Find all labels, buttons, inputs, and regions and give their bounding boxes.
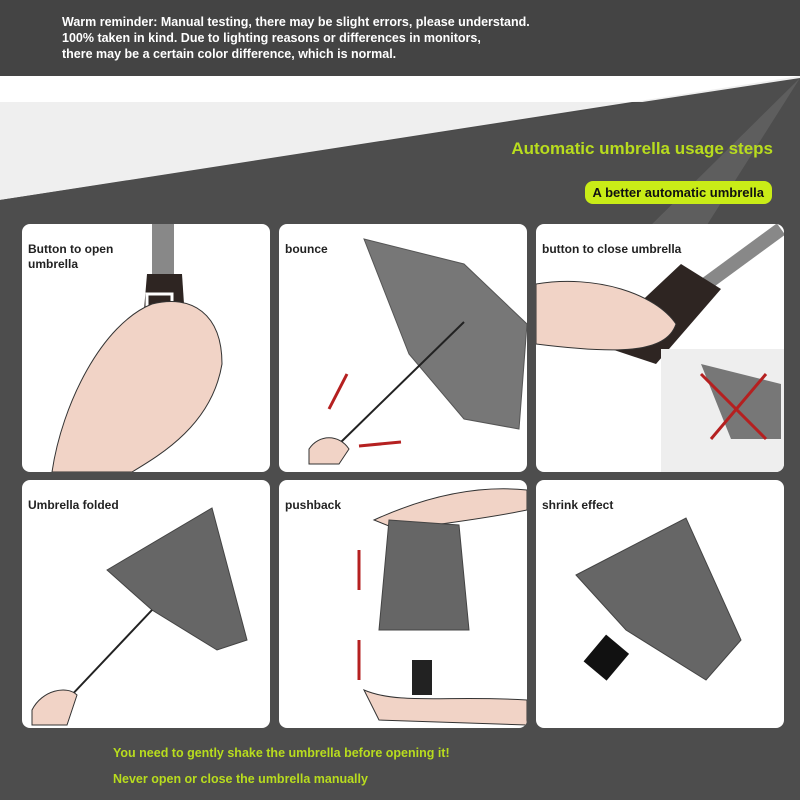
step-label: shrink effect	[542, 498, 614, 512]
step-panel-open	[22, 224, 270, 472]
step-panel-close	[536, 224, 784, 472]
shrunk-umbrella-illustration	[536, 480, 784, 728]
step-label: button to close umbrella	[542, 242, 682, 256]
tip-shake: You need to gently shake the umbrella before opening it!	[113, 746, 450, 760]
page-title: Automatic umbrella usage steps	[511, 139, 773, 158]
folded-umbrella-illustration	[22, 480, 270, 728]
reminder-line: 100% taken in kind. Due to lighting reasons or differences in monitors,	[62, 31, 481, 45]
reminder-line: Warm reminder: Manual testing, there may be slight errors, please understand.	[62, 15, 530, 29]
step-label: Umbrella folded	[28, 498, 119, 512]
step-panel-pushback	[279, 480, 527, 728]
step-panel-folded	[22, 480, 270, 728]
umbrella-opening-illustration	[279, 224, 527, 472]
subtitle-badge: A better automatic umbrella	[585, 181, 772, 204]
pushback-illustration	[279, 480, 527, 728]
step-label: pushback	[285, 498, 342, 512]
tip-never-manual: Never open or close the umbrella manually	[113, 772, 368, 786]
reminder-banner	[0, 0, 800, 76]
step-label: bounce	[285, 242, 328, 256]
reminder-line: there may be a certain color difference, which is normal.	[62, 47, 397, 61]
step-label: Button to open umbrella	[28, 242, 114, 271]
step-panel-shrink	[536, 480, 784, 728]
close-button-illustration	[536, 224, 784, 472]
step-panel-bounce	[279, 224, 527, 472]
